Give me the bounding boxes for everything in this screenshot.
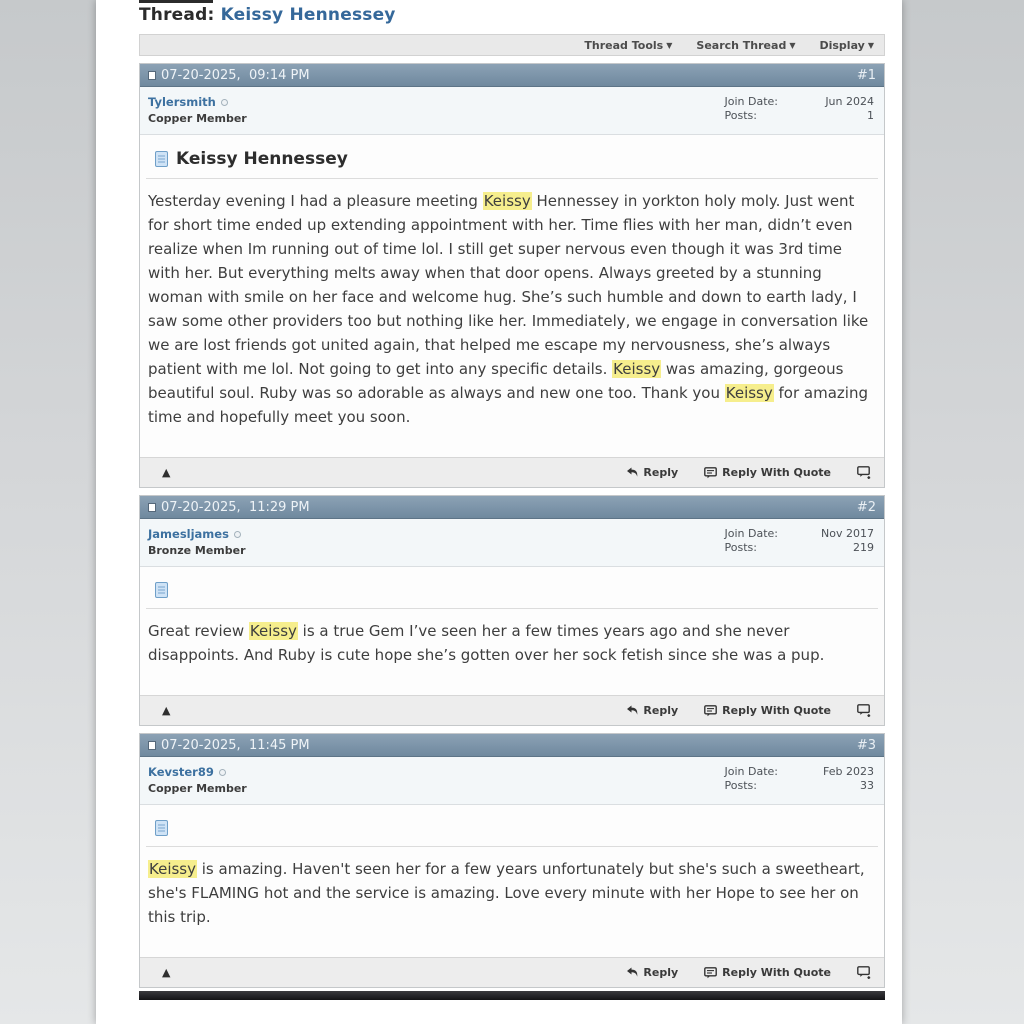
thread-title-link[interactable]: Keissy Hennessey [220,5,396,25]
quick-reply-bubble-plus-icon [857,966,872,979]
user-rank: Bronze Member [148,544,246,557]
search-thread-menu[interactable] [696,39,795,52]
post-user-panel [140,87,884,135]
username-link[interactable]: Jamesljames [148,527,229,541]
chevron-down-icon: ▼ [666,40,673,50]
search-highlight: Keissy [149,860,196,878]
search-highlight: Keissy [483,192,531,210]
forum-post [139,733,885,988]
post-body [140,567,884,695]
post-title-divider [146,846,878,847]
post-body [140,135,884,457]
reply-label: Reply [643,704,679,717]
post-message-text: Yesterday evening I had a pleasure meeting Keissy Hennessey in yorkton holy moly. Just went for short time ended up extending appointment with her. Time flies with her man, didn’t even realize when Im running out of time lol. I still get super nervous even though it was 3rd time with her. But everything melts away when that door opens. Always greeted by a stunning woman with smile on her face and welcome hug. She’s such humble and down to earth lady, I saw some other providers too but nothing like her. Immediately, we engage in conversation like we are lost friends got united again, that helped me escape my nervousness, she’s always patient with me lol. Not going to get into any specific details. Keissy was amazing, gorgeous beautiful soul. Ruby was so adorable as always and new one too. Thank you Keissy for amazing time and hopefully meet you soon. [148,192,869,426]
search-highlight: Keissy [725,384,773,402]
reply-arrow-icon [626,705,638,716]
posts-count-value: 33 [860,779,874,792]
post-timestamp: 07-20-2025, 11:45 PM [161,737,310,753]
join-date-label: Join Date: [724,527,778,540]
posts-label: Posts: [724,541,757,554]
quick-reply-bubble-plus-icon [857,704,872,717]
user-stats [725,765,877,792]
report-post-icon[interactable]: ▲ [162,966,171,979]
user-stats [725,95,877,122]
post-title-divider [146,608,878,609]
post-date-square-icon [148,741,156,750]
report-post-icon[interactable]: ▲ [162,466,171,479]
reply-with-quote-label: Reply With Quote [722,704,831,717]
thread-tools-label: Thread Tools [584,38,664,52]
post-body [140,805,884,957]
post-title-row [155,581,878,599]
post-number-link[interactable]: #3 [856,737,876,753]
display-label: Display [819,38,865,52]
quote-bubble-icon [704,467,717,479]
reply-label: Reply [643,466,679,479]
search-thread-label: Search Thread [696,38,787,52]
quick-reply-bubble-plus-icon [857,466,872,479]
search-highlight: Keissy [613,360,661,378]
post-footer-bar [140,957,884,987]
posts-count-value: 219 [853,541,874,554]
post-document-icon [155,151,168,167]
post-date-square-icon [148,71,156,80]
user-identity [148,527,246,557]
post-message-text: Keissy is amazing. Haven't seen her for a few years unfortunately but she's such a sweetheart, she's FLAMING hot and the service is amazing. Love every minute with her Hope to see her on this trip. [148,860,865,926]
thread-label: Thread: [139,5,215,25]
reply-with-quote-label: Reply With Quote [722,466,831,479]
post-header-bar [140,734,884,757]
thread-toolbar [139,34,885,56]
reply-label: Reply [643,966,679,979]
quote-bubble-icon [704,705,717,717]
post-header-bar [140,64,884,87]
join-date-value: Nov 2017 [821,527,874,540]
reply-arrow-icon [626,467,638,478]
post-number-link[interactable]: #1 [856,67,876,83]
post-document-icon [155,582,168,598]
user-rank: Copper Member [148,782,247,795]
thread-heading [139,0,885,25]
top-clipped-element [139,0,213,3]
user-identity [148,95,247,125]
posts-count-value: 1 [867,109,874,122]
post-document-icon [155,820,168,836]
reply-with-quote-button[interactable] [704,704,831,717]
online-status-icon [234,531,241,538]
join-date-label: Join Date: [724,95,778,108]
post-user-panel [140,519,884,567]
post-user-panel [140,757,884,805]
reply-button[interactable] [626,466,678,479]
thread-content [139,0,885,1000]
username-link[interactable]: Tylersmith [148,95,216,109]
user-stats [725,527,877,554]
chevron-down-icon: ▼ [867,40,874,50]
search-highlight: Keissy [249,622,297,640]
post-actions [626,966,872,979]
forum-page [96,0,902,1024]
report-post-icon[interactable]: ▲ [162,704,171,717]
display-menu[interactable] [819,39,874,52]
posts-label: Posts: [724,109,757,122]
posts-container [139,63,885,988]
reply-button[interactable] [626,704,678,717]
post-header-bar [140,496,884,519]
user-rank: Copper Member [148,112,247,125]
quick-reply-button[interactable] [857,466,872,479]
post-footer-bar [140,457,884,487]
post-title-divider [146,178,878,179]
post-message-text: Great review Keissy is a true Gem I’ve seen her a few times years ago and she never disappoints. And Ruby is cute hope she’s gotten over her sock fetish since she was a pup. [148,622,825,664]
join-date-label: Join Date: [724,765,778,778]
forum-post [139,495,885,726]
join-date-value: Feb 2023 [823,765,874,778]
quick-reply-button[interactable] [857,704,872,717]
post-title-row [155,149,878,169]
join-date-value: Jun 2024 [825,95,874,108]
post-actions [626,466,872,479]
online-status-icon [221,99,228,106]
post-number-link[interactable]: #2 [856,499,876,515]
post-actions [626,704,872,717]
reply-button[interactable] [626,966,678,979]
post-date-square-icon [148,503,156,512]
reply-with-quote-button[interactable] [704,466,831,479]
reply-with-quote-label: Reply With Quote [722,966,831,979]
username-link[interactable]: Kevster89 [148,765,214,779]
post-title: Keissy Hennessey [176,149,348,169]
post-footer-bar [140,695,884,725]
reply-with-quote-button[interactable] [704,966,831,979]
post-timestamp: 07-20-2025, 09:14 PM [161,67,310,83]
posts-label: Posts: [724,779,757,792]
quote-bubble-icon [704,967,717,979]
next-element-clipped [139,991,885,1000]
user-identity [148,765,247,795]
chevron-down-icon: ▼ [789,40,796,50]
forum-post [139,63,885,488]
post-title-row [155,819,878,837]
reply-arrow-icon [626,967,638,978]
post-timestamp: 07-20-2025, 11:29 PM [161,499,310,515]
thread-tools-menu[interactable] [584,39,672,52]
online-status-icon [219,769,226,776]
quick-reply-button[interactable] [857,966,872,979]
